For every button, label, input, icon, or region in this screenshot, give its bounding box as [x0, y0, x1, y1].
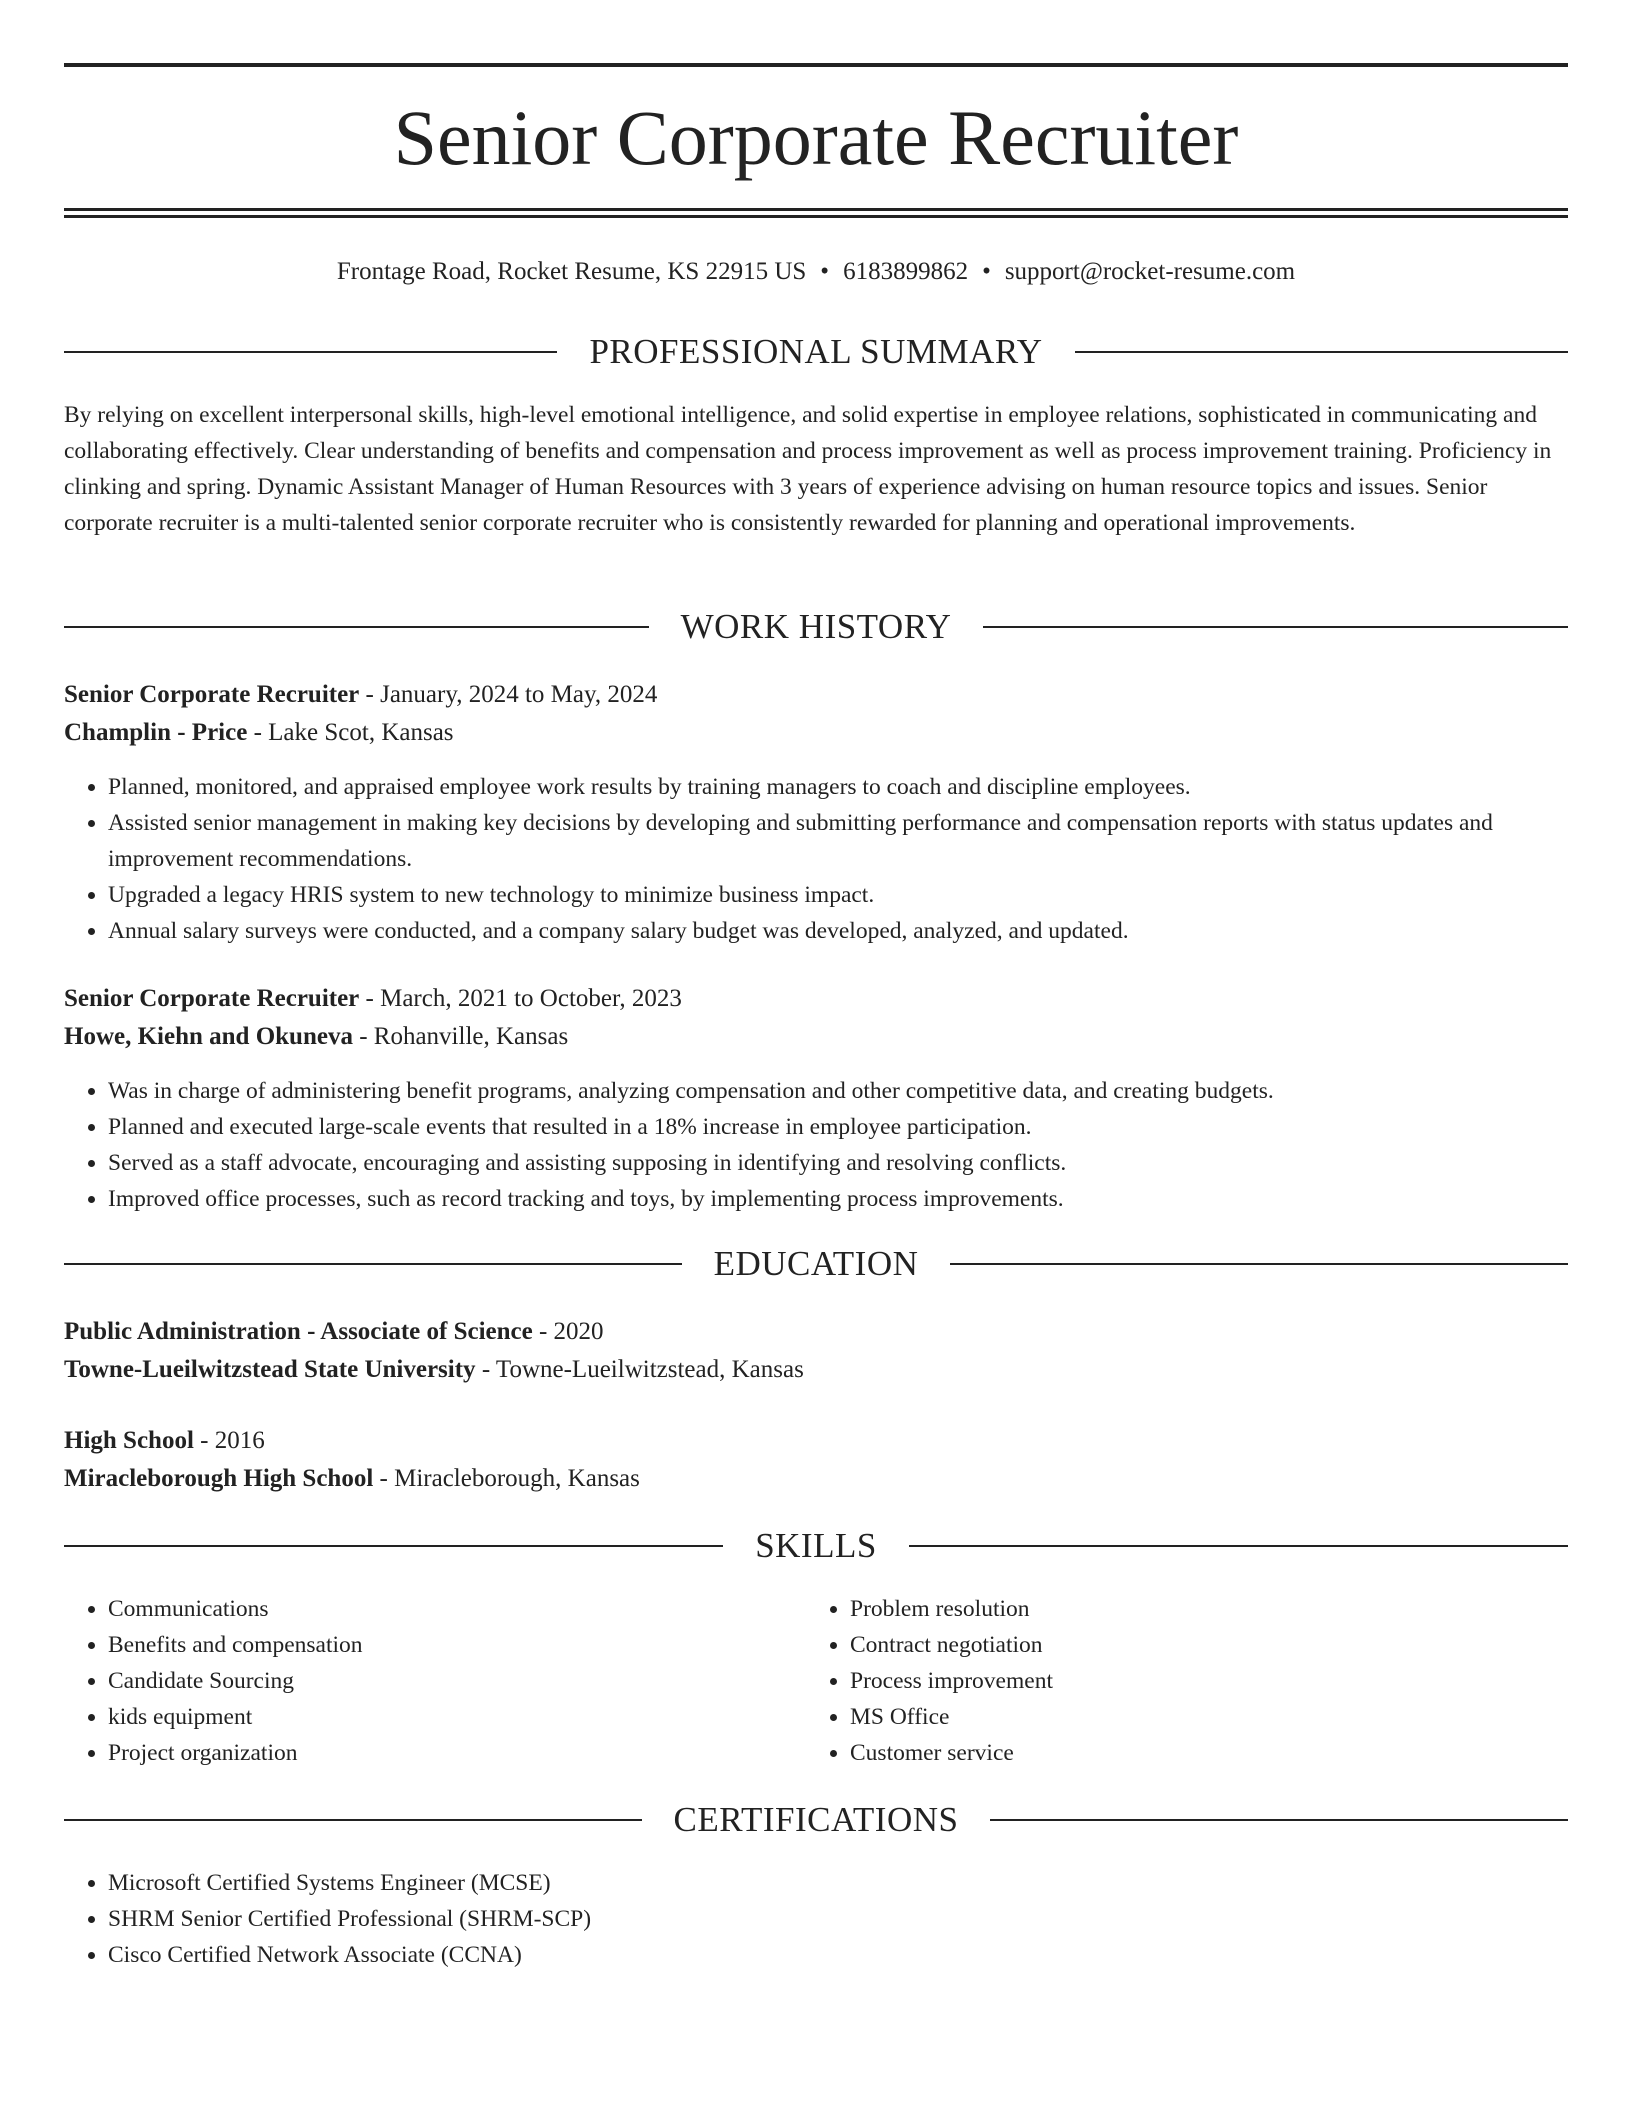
heading-rule-left	[64, 351, 557, 353]
section-title: CERTIFICATIONS	[673, 1800, 959, 1839]
top-rule	[64, 63, 1568, 67]
section-title: SKILLS	[755, 1526, 877, 1565]
list-item: • Project organization	[108, 1735, 798, 1771]
title-rule-lower	[64, 215, 1568, 218]
job-location: - Rohanville, Kansas	[352, 1023, 569, 1050]
list-item: • Planned, monitored, and appraised employee work results by training managers to coach and discipline employees.	[108, 769, 1568, 805]
job-company: Howe, Kiehn and Okuneva	[64, 1023, 353, 1050]
education-degree-line	[64, 1423, 1568, 1459]
heading-rule-left	[64, 1545, 723, 1547]
job-bullets	[64, 1073, 1568, 1217]
title-rule-upper	[64, 208, 1568, 211]
heading-rule-left	[64, 1819, 642, 1821]
section-heading-work	[64, 605, 1568, 649]
section-heading-certifications	[64, 1798, 1568, 1842]
section-heading-summary	[64, 330, 1568, 374]
section-title: WORK HISTORY	[680, 607, 952, 646]
contact-phone: 6183899862	[843, 258, 969, 285]
job-title-line	[64, 981, 1568, 1017]
job-title: Senior Corporate Recruiter	[64, 985, 360, 1012]
education-location: - Miracleborough, Kansas	[373, 1465, 640, 1492]
heading-rule-left	[64, 1263, 682, 1265]
contact-separator: •	[982, 258, 991, 285]
list-item: • Annual salary surveys were conducted, and a company salary budget was developed, analyzed, and updated.	[108, 913, 1568, 949]
contact-email: support@rocket-resume.com	[1004, 258, 1296, 285]
list-item: • Contract negotiation	[850, 1627, 1550, 1663]
heading-rule-right	[950, 1263, 1568, 1265]
education-school: Towne-Lueilwitzstead State University	[64, 1356, 476, 1383]
heading-rule-left	[64, 626, 649, 628]
list-item: • Upgraded a legacy HRIS system to new technology to minimize business impact.	[108, 877, 1568, 913]
job-company-line	[64, 715, 1568, 751]
certifications-list	[64, 1865, 1568, 1973]
heading-rule-right	[909, 1545, 1568, 1547]
section-title: EDUCATION	[713, 1244, 919, 1283]
education-school-line	[64, 1352, 1568, 1388]
list-item: • Improved office processes, such as record tracking and toys, by implementing process improvements.	[108, 1181, 1568, 1217]
heading-rule-right	[990, 1819, 1568, 1821]
education-degree: High School	[64, 1427, 194, 1454]
list-item: • Was in charge of administering benefit programs, analyzing compensation and other competitive data, and creating budgets.	[108, 1073, 1568, 1109]
list-item: • Assisted senior management in making key decisions by developing and submitting performance and compensation reports with status updates and improvement recommendations.	[108, 805, 1568, 877]
contact-address: Frontage Road, Rocket Resume, KS 22915 US	[336, 258, 807, 285]
job-bullets	[64, 769, 1568, 949]
list-item: • Candidate Sourcing	[108, 1663, 798, 1699]
education-school-line	[64, 1461, 1568, 1497]
job-location: - Lake Scot, Kansas	[247, 719, 454, 746]
contact-line	[64, 254, 1568, 290]
list-item: • SHRM Senior Certified Professional (SHRM-SCP)	[108, 1901, 1568, 1937]
contact-separator: •	[820, 258, 830, 285]
list-item: • Problem resolution	[850, 1591, 1550, 1627]
section-heading-education	[64, 1242, 1568, 1286]
list-item: • MS Office	[850, 1699, 1550, 1735]
job-dates: - March, 2021 to October, 2023	[359, 985, 682, 1012]
page-title: Senior Corporate Recruiter	[393, 94, 1239, 181]
skills-list-right	[806, 1591, 1550, 1771]
list-item: • kids equipment	[108, 1699, 798, 1735]
job-company: Champlin - Price	[64, 719, 248, 746]
education-school: Miracleborough High School	[64, 1465, 374, 1492]
list-item: • Cisco Certified Network Associate (CCNA)	[108, 1937, 1568, 1973]
education-year: - 2016	[193, 1427, 265, 1454]
skills-list-left	[64, 1591, 798, 1771]
list-item: • Microsoft Certified Systems Engineer (MCSE)	[108, 1865, 1568, 1901]
list-item: • Customer service	[850, 1735, 1550, 1771]
list-item: • Planned and executed large-scale events that resulted in a 18% increase in employee participation.	[108, 1109, 1568, 1145]
list-item: • Benefits and compensation	[108, 1627, 798, 1663]
job-dates: - January, 2024 to May, 2024	[359, 681, 658, 708]
job-title: Senior Corporate Recruiter	[64, 681, 360, 708]
heading-rule-right	[1075, 351, 1568, 353]
education-degree-line	[64, 1314, 1568, 1350]
list-item: • Process improvement	[850, 1663, 1550, 1699]
education-degree: Public Administration - Associate of Science	[64, 1318, 533, 1345]
list-item: • Served as a staff advocate, encouraging and assisting supposing in identifying and resolving conflicts.	[108, 1145, 1568, 1181]
job-title-line	[64, 677, 1568, 713]
education-year: - 2020	[532, 1318, 604, 1345]
list-item: • Communications	[108, 1591, 798, 1627]
job-company-line	[64, 1019, 1568, 1055]
heading-rule-right	[983, 626, 1568, 628]
section-title: PROFESSIONAL SUMMARY	[589, 332, 1043, 371]
section-heading-skills	[64, 1524, 1568, 1568]
education-location: - Towne-Lueilwitzstead, Kansas	[475, 1356, 804, 1383]
summary-text: By relying on excellent interpersonal skills, high-level emotional intelligence, and solid expertise in employee relations, sophisticated in communicating and collaborating effectively. Clear understanding of benefits and compensation and process improvement as well as process improvement training. Proficiency in clinking and spring. Dynamic Assistant Manager of Human Resources with 3 years of experience advising on human resource topics and issues. Senior corporate recruiter is a multi-talented senior corporate recruiter who is consistently rewarded for planning and operational improvements.	[64, 402, 1552, 536]
